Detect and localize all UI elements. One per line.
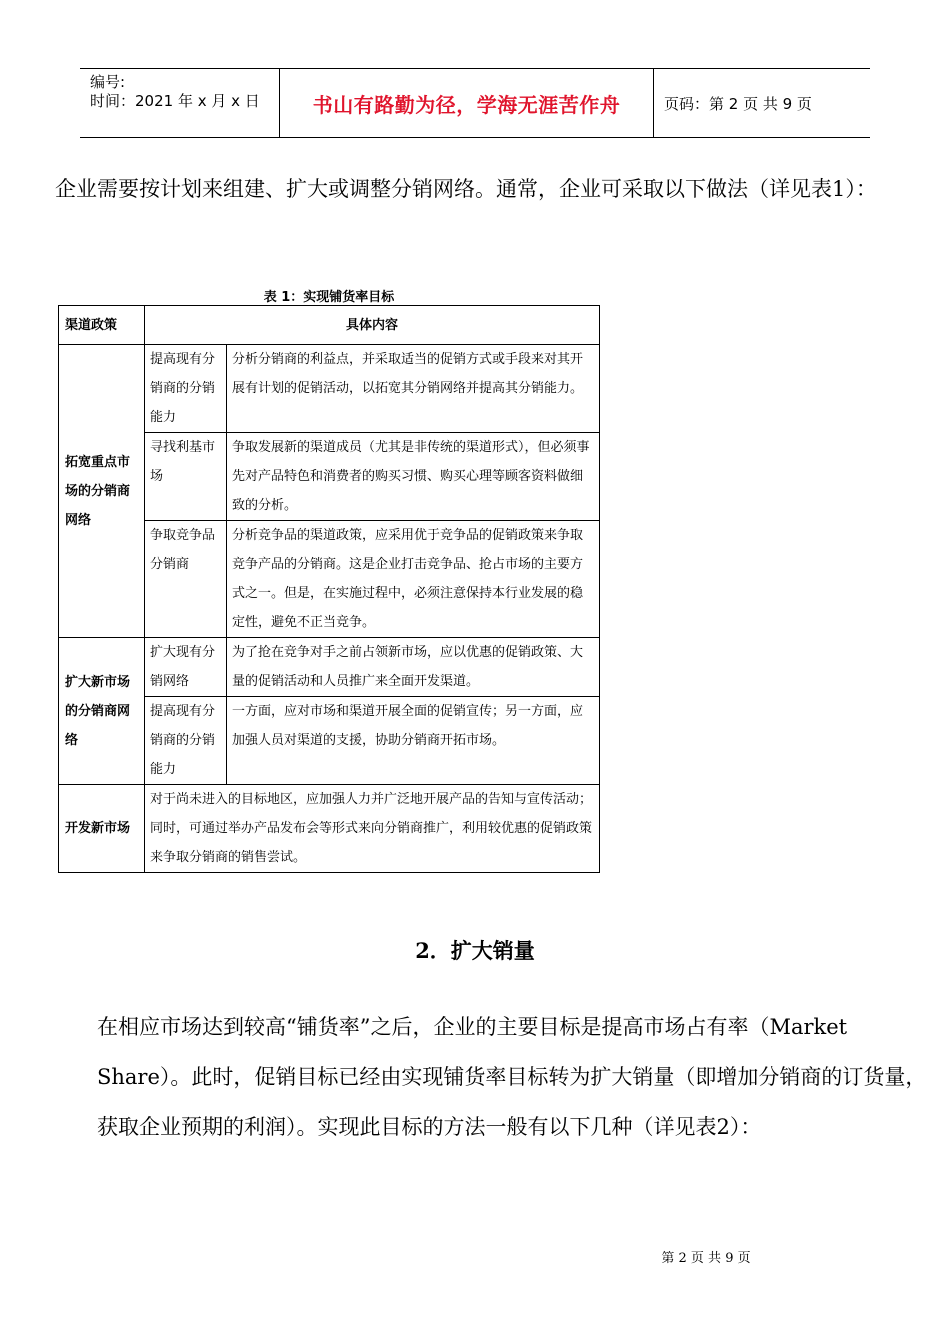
content-cell: 分析分销商的利益点，并采取适当的促销方式或手段来对其开展有计划的促销活动，以拓宽其分销网络并提高其分销能力。 [227, 345, 600, 433]
doc-number-label: 编号: [90, 73, 126, 91]
page-footer: 第 2 页 共 9 页 [661, 1251, 751, 1266]
content-cell: 争取发展新的渠道成员（尤其是非传统的渠道形式），但必须事先对产品特色和消费者的购买习惯、购买心理等顾客资料做细致的分析。 [227, 433, 600, 521]
content-cell: 对于尚未进入的目标地区，应加强人力并广泛地开展产品的告知与宣传活动；同时，可通过举办产品发布会等形式来向分销商推广，利用较优惠的促销政策来争取分销商的销售尝试。 [145, 785, 600, 873]
sub-policy-cell: 寻找利基市场 [145, 433, 227, 521]
doc-date-label: 时间：2021 年 x 月 x 日 [90, 92, 260, 110]
sub-policy-cell: 提高现有分销商的分销能力 [145, 697, 227, 785]
policy-cell: 拓宽重点市场的分销商网络 [59, 345, 145, 638]
header-page-label: 页码：第 2 页 共 9 页 [664, 94, 812, 113]
col-header-policy: 渠道政策 [59, 306, 145, 345]
intro-paragraph: 企业需要按计划来组建、扩大或调整分销网络。通常，企业可采取以下做法（详见表1）： [55, 177, 877, 201]
header-motto: 书山有路勤为径，学海无涯苦作舟 [280, 69, 654, 137]
content-cell: 为了抢在竞争对手之前占领新市场，应以优惠的促销政策、大量的促销活动和人员推广来全面开发渠道。 [227, 638, 600, 697]
policy-cell: 扩大新市场的分销商网络 [59, 638, 145, 785]
sub-policy-cell: 争取竞争品分销商 [145, 521, 227, 638]
col-header-content: 具体内容 [145, 306, 600, 345]
distribution-table [58, 305, 600, 873]
content-cell: 分析竞争品的渠道政策，应采用优于竞争品的促销政策来争取竞争产品的分销商。这是企业打击竞争品、抢占市场的主要方式之一。但是，在实施过程中，必须注意保持本行业发展的稳定性，避免不正当竞争。 [227, 521, 600, 638]
table-row [59, 785, 600, 873]
table-caption: 表 1：实现铺货率目标 [263, 290, 395, 305]
table-row [59, 345, 600, 433]
sub-policy-cell: 提高现有分销商的分销能力 [145, 345, 227, 433]
table-header-row [59, 306, 600, 345]
header-meta [80, 69, 280, 137]
sub-policy-cell: 扩大现有分销网络 [145, 638, 227, 697]
section-title: 2．扩大销量 [415, 938, 535, 963]
content-cell: 一方面，应对市场和渠道开展全面的促销宣传；另一方面，应加强人员对渠道的支援，协助分销商开拓市场。 [227, 697, 600, 785]
policy-cell: 开发新市场 [59, 785, 145, 873]
body-paragraph: 在相应市场达到较高“铺货率”之后，企业的主要目标是提高市场占有率（Market Share）。此时，促销目标已经由实现铺货率目标转为扩大销量（即增加分销商的订货量，获取企业预期的利润）。实现此目标的方法一般有以下几种（详见表2）： [97, 1015, 927, 1139]
table-row [59, 638, 600, 697]
page-header [80, 68, 870, 138]
